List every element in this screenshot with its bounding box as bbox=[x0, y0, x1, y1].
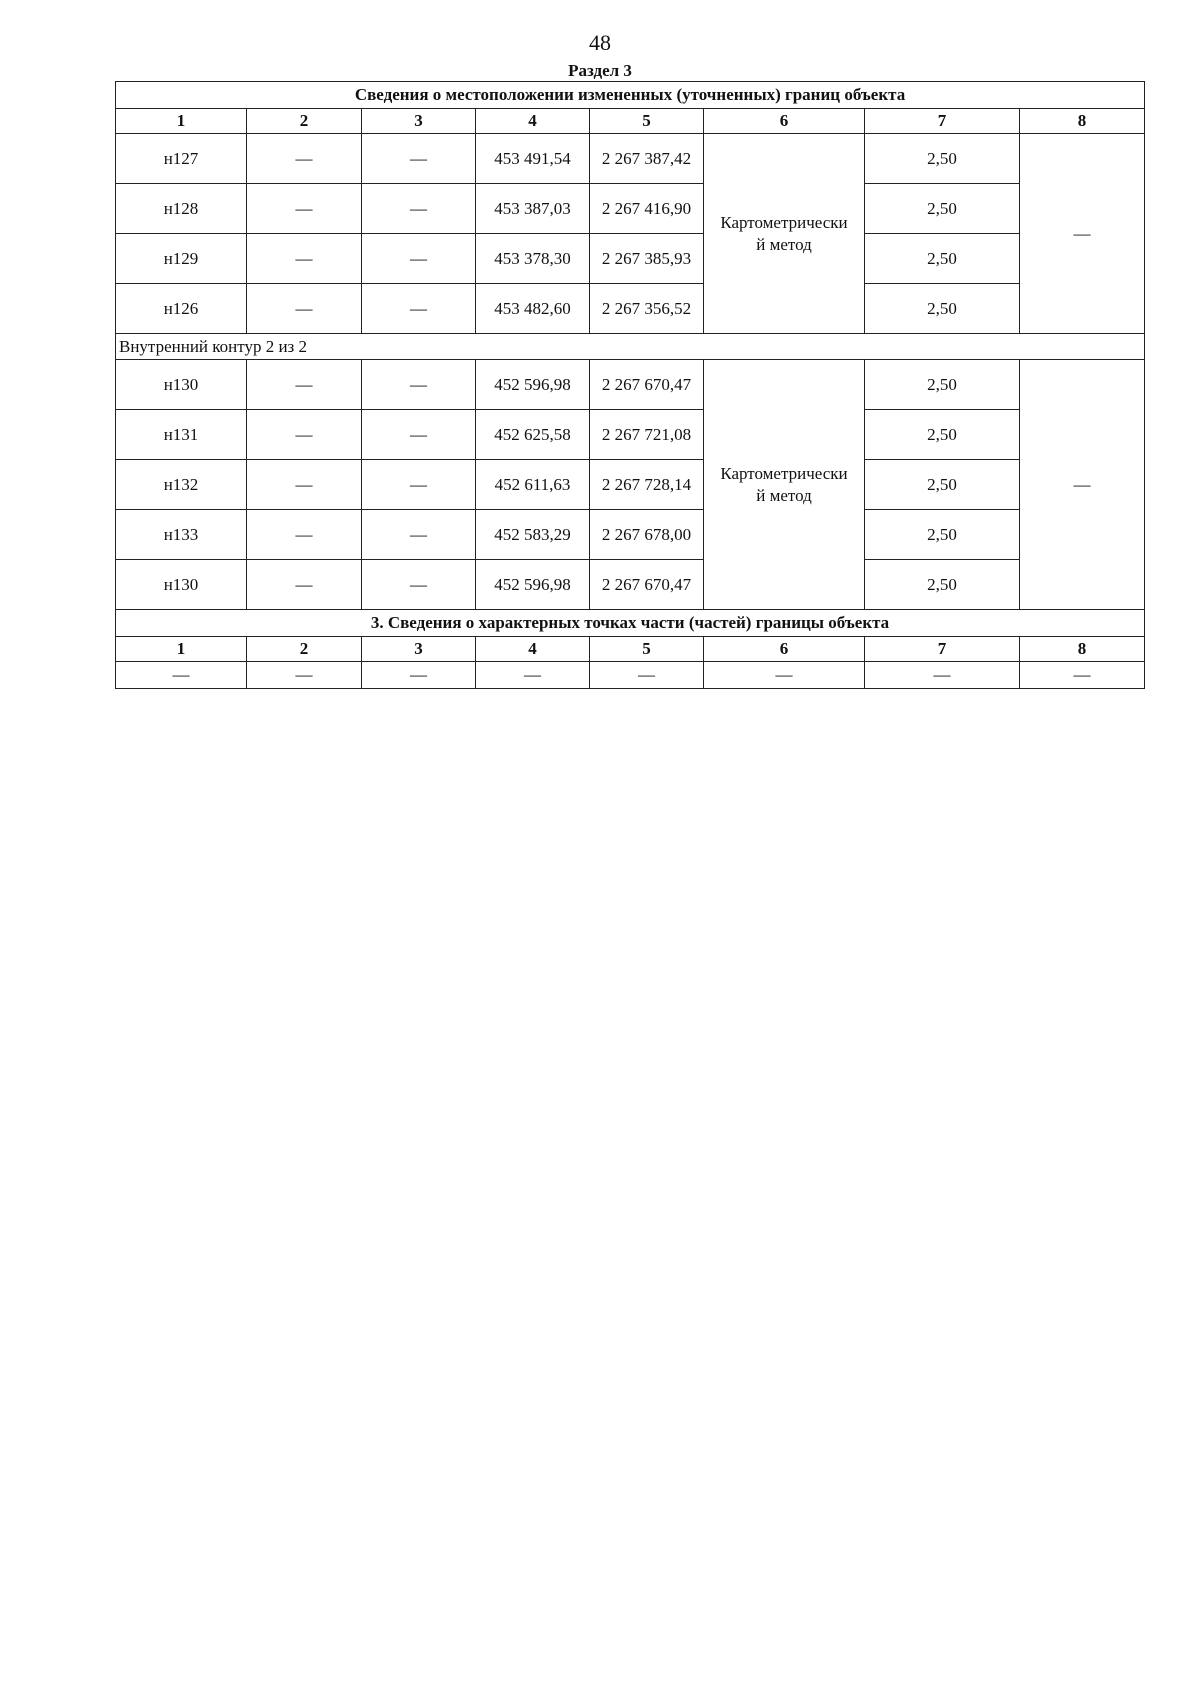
coord-x: 453 482,60 bbox=[476, 284, 590, 334]
coord-x: 452 583,29 bbox=[476, 510, 590, 560]
accuracy: 2,50 bbox=[865, 460, 1020, 510]
coord-y: 2 267 678,00 bbox=[590, 510, 704, 560]
table1-column-numbers bbox=[116, 109, 1145, 134]
accuracy: 2,50 bbox=[865, 284, 1020, 334]
table2-title-row bbox=[116, 610, 1145, 637]
method-line2: й метод bbox=[756, 485, 812, 505]
coord-y: 2 267 721,08 bbox=[590, 410, 704, 460]
cell-col2: — bbox=[247, 410, 362, 460]
column-number: 3 bbox=[362, 637, 476, 662]
empty-cell: — bbox=[704, 662, 865, 689]
contour-row bbox=[116, 334, 1145, 360]
cell-col3: — bbox=[362, 560, 476, 610]
table-row bbox=[116, 134, 1145, 184]
table-row bbox=[116, 662, 1145, 689]
column-number: 4 bbox=[476, 637, 590, 662]
cell-col2: — bbox=[247, 560, 362, 610]
cell-col3: — bbox=[362, 134, 476, 184]
cell-col2: — bbox=[247, 184, 362, 234]
empty-cell: — bbox=[865, 662, 1020, 689]
coord-x: 452 596,98 bbox=[476, 360, 590, 410]
column-number: 1 bbox=[116, 637, 247, 662]
coord-x: 452 596,98 bbox=[476, 560, 590, 610]
cell-col2: — bbox=[247, 460, 362, 510]
cell-col3: — bbox=[362, 284, 476, 334]
point-name: н132 bbox=[116, 460, 247, 510]
section-title: Раздел 3 bbox=[568, 61, 632, 80]
coord-y: 2 267 416,90 bbox=[590, 184, 704, 234]
accuracy: 2,50 bbox=[865, 410, 1020, 460]
table-row bbox=[116, 560, 1145, 610]
page-number: 48 bbox=[589, 30, 611, 55]
cell-col3: — bbox=[362, 410, 476, 460]
accuracy: 2,50 bbox=[865, 360, 1020, 410]
table1-title: Сведения о местоположении измененных (уточненных) границ объекта bbox=[116, 82, 1145, 109]
empty-cell: — bbox=[116, 662, 247, 689]
accuracy: 2,50 bbox=[865, 184, 1020, 234]
coord-y: 2 267 670,47 bbox=[590, 360, 704, 410]
empty-cell: — bbox=[362, 662, 476, 689]
column-number: 1 bbox=[116, 109, 247, 134]
table-row bbox=[116, 510, 1145, 560]
method-cell bbox=[704, 360, 865, 610]
cell-col3: — bbox=[362, 360, 476, 410]
coord-y: 2 267 728,14 bbox=[590, 460, 704, 510]
table1-title-row bbox=[116, 82, 1145, 109]
column-number: 2 bbox=[247, 637, 362, 662]
empty-cell: — bbox=[590, 662, 704, 689]
point-name: н131 bbox=[116, 410, 247, 460]
coord-x: 453 491,54 bbox=[476, 134, 590, 184]
accuracy: 2,50 bbox=[865, 510, 1020, 560]
point-name: н129 bbox=[116, 234, 247, 284]
column-number: 3 bbox=[362, 109, 476, 134]
cell-col2: — bbox=[247, 360, 362, 410]
method-line1: Картометрически bbox=[720, 463, 848, 483]
cell-col2: — bbox=[247, 510, 362, 560]
cell-col8: — bbox=[1020, 360, 1145, 610]
column-number: 5 bbox=[590, 637, 704, 662]
column-number: 4 bbox=[476, 109, 590, 134]
point-name: н126 bbox=[116, 284, 247, 334]
empty-cell: — bbox=[1020, 662, 1145, 689]
cell-col3: — bbox=[362, 460, 476, 510]
coord-x: 453 378,30 bbox=[476, 234, 590, 284]
column-number: 8 bbox=[1020, 109, 1145, 134]
point-name: н130 bbox=[116, 360, 247, 410]
column-number: 7 bbox=[865, 637, 1020, 662]
table-row bbox=[116, 234, 1145, 284]
column-number: 6 bbox=[704, 109, 865, 134]
coord-x: 453 387,03 bbox=[476, 184, 590, 234]
column-number: 7 bbox=[865, 109, 1020, 134]
table-row bbox=[116, 460, 1145, 510]
column-number: 6 bbox=[704, 637, 865, 662]
cell-col2: — bbox=[247, 284, 362, 334]
cell-col2: — bbox=[247, 234, 362, 284]
method-line2: й метод bbox=[756, 234, 812, 254]
empty-cell: — bbox=[247, 662, 362, 689]
accuracy: 2,50 bbox=[865, 234, 1020, 284]
table-row bbox=[116, 360, 1145, 410]
table-row bbox=[116, 410, 1145, 460]
point-name: н133 bbox=[116, 510, 247, 560]
table2-column-numbers bbox=[116, 637, 1145, 662]
contour-label: Внутренний контур 2 из 2 bbox=[116, 334, 1145, 360]
method-cell bbox=[704, 134, 865, 334]
column-number: 5 bbox=[590, 109, 704, 134]
accuracy: 2,50 bbox=[865, 560, 1020, 610]
cell-col3: — bbox=[362, 184, 476, 234]
boundary-table bbox=[115, 81, 1145, 689]
empty-cell: — bbox=[476, 662, 590, 689]
method-line1: Картометрически bbox=[720, 212, 848, 232]
coord-y: 2 267 387,42 bbox=[590, 134, 704, 184]
table-row bbox=[116, 184, 1145, 234]
point-name: н127 bbox=[116, 134, 247, 184]
coord-y: 2 267 385,93 bbox=[590, 234, 704, 284]
coord-y: 2 267 356,52 bbox=[590, 284, 704, 334]
cell-col8: — bbox=[1020, 134, 1145, 334]
cell-col3: — bbox=[362, 510, 476, 560]
coord-x: 452 625,58 bbox=[476, 410, 590, 460]
cell-col3: — bbox=[362, 234, 476, 284]
accuracy: 2,50 bbox=[865, 134, 1020, 184]
point-name: н130 bbox=[116, 560, 247, 610]
point-name: н128 bbox=[116, 184, 247, 234]
coord-y: 2 267 670,47 bbox=[590, 560, 704, 610]
column-number: 8 bbox=[1020, 637, 1145, 662]
cell-col2: — bbox=[247, 134, 362, 184]
coord-x: 452 611,63 bbox=[476, 460, 590, 510]
table2-title: 3. Сведения о характерных точках части (частей) границы объекта bbox=[116, 610, 1145, 637]
table-row bbox=[116, 284, 1145, 334]
column-number: 2 bbox=[247, 109, 362, 134]
